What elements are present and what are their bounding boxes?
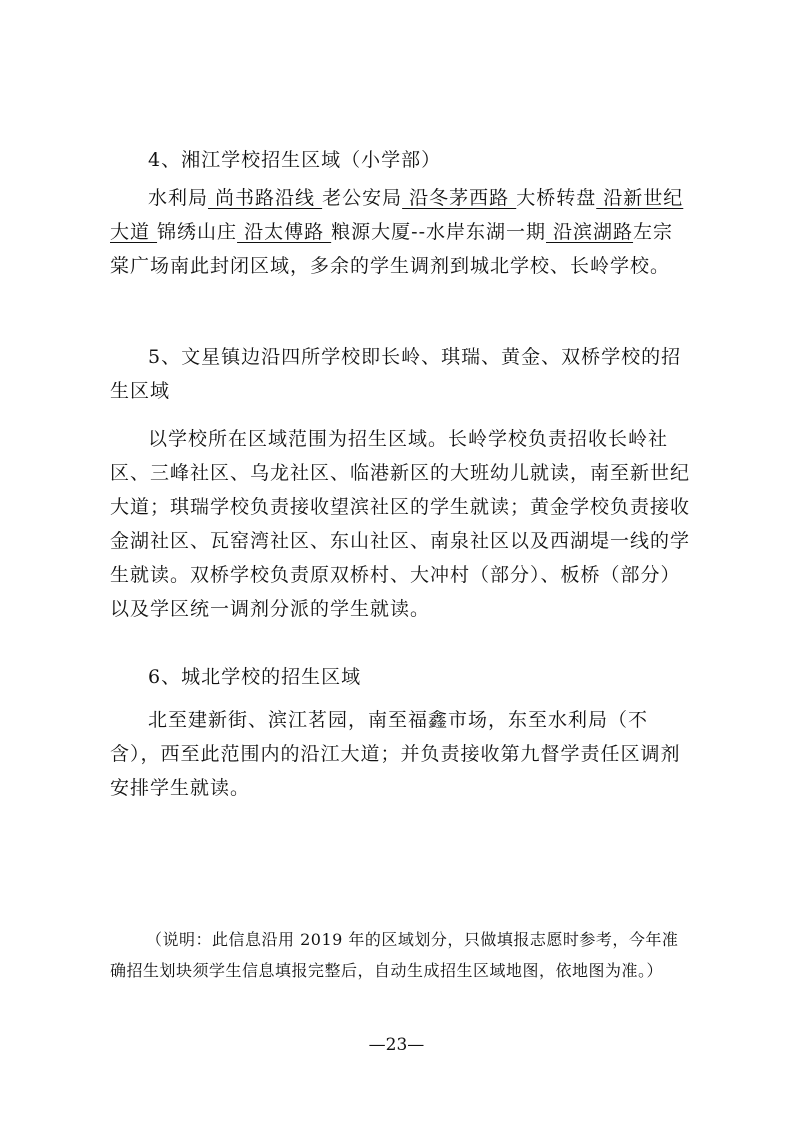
s4-route-1: 尚书路沿线: [208, 187, 323, 209]
s4-route-2: 沿冬茅西路: [402, 187, 517, 209]
page-number: —23—: [368, 1035, 425, 1055]
section-5-heading: 5、文星镇边沿四所学校即长岭、琪瑞、黄金、双桥学校的招生区域: [110, 346, 682, 402]
s4-text-4: 锦绣山庄: [157, 221, 238, 243]
section-6-body: 北至建新街、滨江茗园，南至福鑫市场，东至水利局（不含），西至此范围内的沿江大道；并负责接收第九督学责任区调剂安排学生就读。: [110, 709, 681, 799]
s4-route-5: 沿滨湖路: [546, 221, 634, 243]
section-5-body: 以学校所在区域范围为招生区域。长岭学校负责招收长岭社区、三峰社区、乌龙社区、临港新区的大班幼儿就读，南至新世纪大道；琪瑞学校负责接收望滨社区的学生就读；黄金学校负责接收金湖社区、瓦窑湾社区、东山社区、南泉社区以及西湖堤一线的学生就读。双桥学校负责原双桥村、大冲村（部分）、板桥（部分）以及学区统一调剂分派的学生就读。: [110, 428, 691, 620]
s4-text-5: 粮源大厦--水岸东湖一期: [331, 221, 546, 243]
s4-text-1: 水利局: [148, 187, 209, 209]
s4-text-3: 大桥转盘: [516, 187, 597, 209]
s4-route-4: 沿太傅路: [237, 221, 332, 243]
section-4-body: [110, 181, 690, 283]
explanatory-note: （说明：此信息沿用 2019 年的区域划分，只做填报志愿时参考，今年准确招生划块须学生信息填报完整后，自动生成招生区域地图，依地图为准。）: [110, 930, 679, 980]
section-4-heading: 4、湘江学校招生区域（小学部）: [148, 149, 442, 171]
s4-text-6: 左宗棠广场南此封闭区域，多余的学生调剂到城北学校、长岭学校。: [110, 221, 674, 277]
section-6-heading: 6、城北学校的招生区域: [148, 666, 362, 688]
s4-text-2: 老公安局: [322, 187, 403, 209]
s4-route-3: 沿新世纪大道: [110, 187, 684, 243]
